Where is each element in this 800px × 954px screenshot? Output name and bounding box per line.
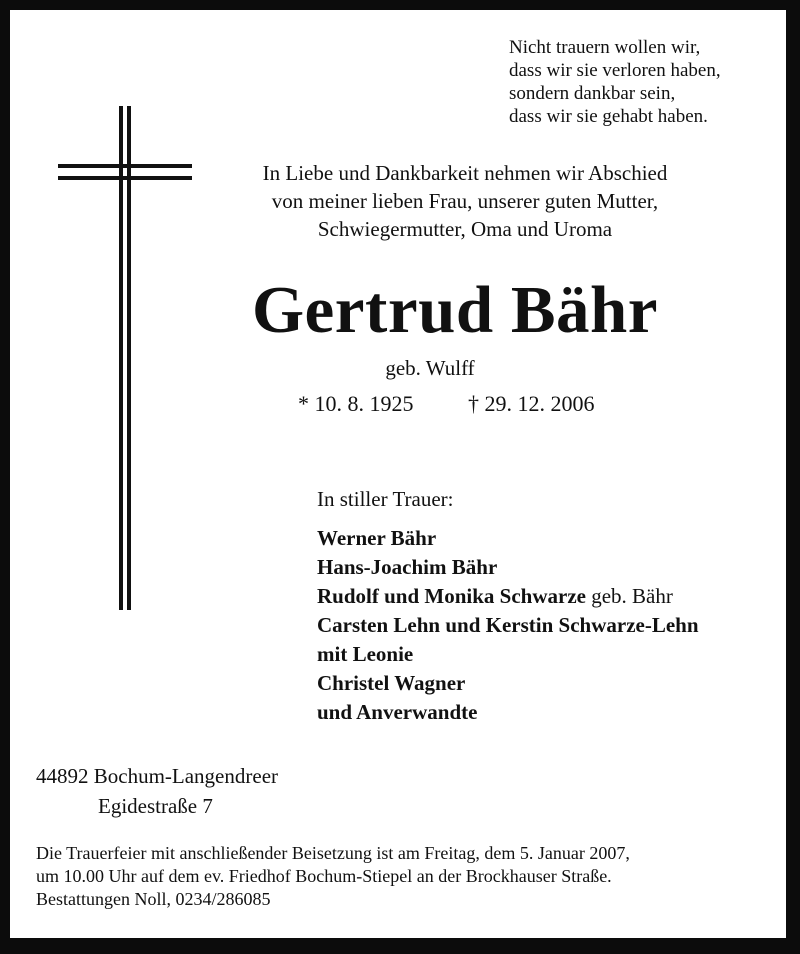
maiden-name: geb. Wulff xyxy=(385,356,475,380)
intro-line: Schwiegermutter, Oma und Uroma xyxy=(317,217,613,241)
birth-date: * 10. 8. 1925 xyxy=(298,391,414,416)
mourner-name: Rudolf und Monika Schwarze xyxy=(317,584,586,608)
death-date: † 29. 12. 2006 xyxy=(468,391,595,416)
address-city: 44892 Bochum-Langendreer xyxy=(36,764,279,788)
mourner-maiden-note: geb. Bähr xyxy=(591,584,673,608)
mourner-name: mit Leonie xyxy=(317,642,414,666)
mourner-list xyxy=(317,524,699,727)
funeral-info xyxy=(36,842,630,911)
deceased-name: Gertrud Bähr xyxy=(251,273,659,347)
memorial-poem xyxy=(509,36,721,128)
mourner-name: Werner Bähr xyxy=(317,526,437,550)
mourner-name: Christel Wagner xyxy=(317,671,466,695)
mourner-name: und Anverwandte xyxy=(317,700,478,724)
mourning-heading: In stiller Trauer: xyxy=(317,487,454,511)
address-street: Egidestraße 7 xyxy=(98,794,213,818)
funeral-line: um 10.00 Uhr auf dem ev. Friedhof Bochum-Stiepel an der Brockhauser Straße. xyxy=(36,866,612,886)
funeral-line: Bestattungen Noll, 0234/286085 xyxy=(36,889,271,909)
intro-line: von meiner lieben Frau, unserer guten Mutter, xyxy=(271,189,659,213)
mourner-name: Carsten Lehn und Kerstin Schwarze-Lehn xyxy=(317,613,699,637)
farewell-intro xyxy=(200,159,730,243)
latin-cross-icon xyxy=(58,106,192,610)
poem-line: dass wir sie verloren haben, xyxy=(509,60,721,81)
poem-line: dass wir sie gehabt haben. xyxy=(509,106,708,127)
mourner-entry xyxy=(317,582,699,611)
poem-line: Nicht trauern wollen wir, xyxy=(509,37,701,58)
intro-line: In Liebe und Dankbarkeit nehmen wir Abschied xyxy=(262,161,668,185)
mourner-name: Hans-Joachim Bähr xyxy=(317,555,498,579)
poem-line: sondern dankbar sein, xyxy=(509,83,676,104)
funeral-line: Die Trauerfeier mit anschließender Beisetzung ist am Freitag, dem 5. Januar 2007, xyxy=(36,843,630,863)
